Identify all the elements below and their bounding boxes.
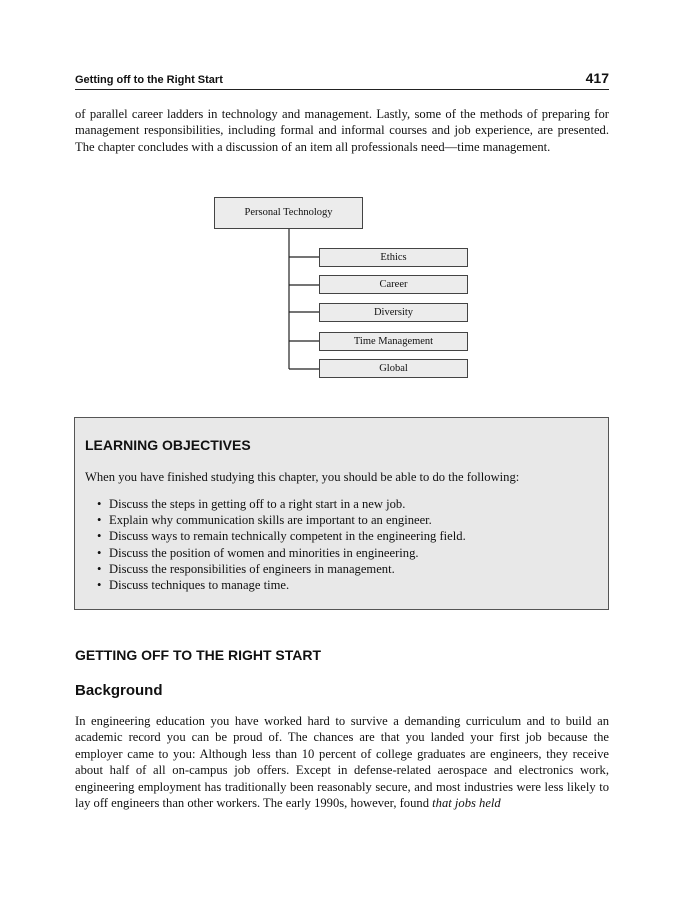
objective-item xyxy=(97,577,466,593)
page-number: 417 xyxy=(585,70,609,86)
diagram-node-time-management: Time Management xyxy=(319,332,468,351)
objective-text: Discuss the responsibilities of engineers in management. xyxy=(109,561,395,576)
objective-text: Explain why communication skills are important to an engineer. xyxy=(109,513,432,528)
bullet-icon: • xyxy=(97,545,102,560)
intro-paragraph: of parallel career ladders in technology and management. Lastly, some of the methods of preparing for management responsibilities, including formal and informal courses and job experience, are presented. The chapter concludes with a discussion of an item all professionals need—time management. xyxy=(75,107,609,154)
diagram-node-global: Global xyxy=(319,359,468,378)
diagram-node-career: Career xyxy=(319,275,468,294)
background-paragraph-italic: that jobs held xyxy=(432,796,501,811)
diagram-node-diversity: Diversity xyxy=(319,303,468,322)
subsection-heading: Background xyxy=(75,682,163,699)
diagram-root-node: Personal Technology xyxy=(214,197,363,229)
objective-item xyxy=(97,545,466,561)
learning-objectives-heading: LEARNING OBJECTIVES xyxy=(85,437,251,453)
background-paragraph-text: In engineering education you have worked hard to survive a demanding curriculum and to build an academic record you can be proud of. The chances are that you landed your first job because the employer came to you: Although less than 10 percent of college graduates are engineers, they receive about half of all on-campus job offers. Except in defense-related aerospace and electronics work, engineering employment has traditionally been reasonably secure, and most industries were less likely to lay off engineers than other workers. The early 1990s, however, found xyxy=(75,714,609,811)
bullet-icon: • xyxy=(97,497,102,511)
objective-text: Discuss the position of women and minorities in engineering. xyxy=(109,545,419,560)
objective-item xyxy=(97,512,466,528)
bullet-icon: • xyxy=(97,529,102,544)
running-title: Getting off to the Right Start xyxy=(75,74,223,86)
objective-text: Discuss techniques to manage time. xyxy=(109,578,290,593)
learning-objectives-box xyxy=(74,417,609,610)
objective-item xyxy=(97,528,466,544)
bullet-icon: • xyxy=(97,561,102,576)
learning-objectives-intro: When you have finished studying this chapter, you should be able to do the following: xyxy=(85,470,520,484)
background-paragraph xyxy=(75,713,609,811)
objective-text: Discuss ways to remain technically competent in the engineering field. xyxy=(109,529,466,544)
objective-item xyxy=(97,561,466,577)
objective-text: Discuss the steps in getting off to a right start in a new job. xyxy=(109,497,406,511)
bullet-icon: • xyxy=(97,513,102,528)
learning-objectives-list xyxy=(97,496,466,593)
section-heading: GETTING OFF TO THE RIGHT START xyxy=(75,647,322,663)
running-head xyxy=(75,70,609,90)
bullet-icon: • xyxy=(97,578,102,593)
diagram-node-ethics: Ethics xyxy=(319,248,468,267)
objective-item xyxy=(97,496,466,512)
